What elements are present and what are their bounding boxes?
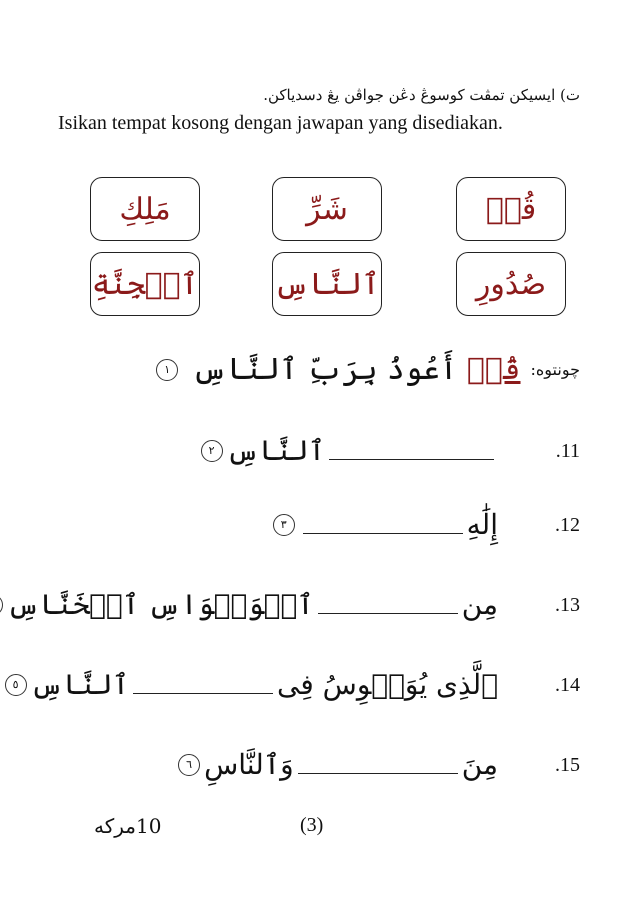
ayah-mark [0, 594, 3, 616]
question-number: .14 [555, 674, 580, 696]
word-box: ٱلنَّاسِ [272, 252, 382, 316]
question-number: .15 [555, 754, 580, 776]
verse-before: إِلَٰهِ [466, 508, 498, 541]
verse-after: ٱلنَّاسِ [30, 668, 130, 701]
question-line [269, 508, 498, 541]
word-box: مَلِكِ [90, 177, 200, 241]
question-number: .11 [555, 440, 580, 462]
example-label: چونتوه: [530, 360, 580, 379]
verse-before: مِن [461, 588, 498, 621]
blank[interactable] [318, 595, 458, 614]
blank[interactable] [298, 755, 458, 774]
jawi-instruction: ت) ايسيكن تمڤت كوسوڠ دڠن جواڤن يڠ دسدياكن. [263, 86, 580, 104]
example-row [152, 352, 580, 387]
verse-after: ٱلنَّاسِ [226, 434, 325, 467]
ayah-mark: ٢ [201, 440, 223, 462]
word-box: ٱلۡجِنَّةِ [90, 252, 200, 316]
ayah-mark: ١ [156, 359, 178, 381]
verse-before: ٱلَّذِى يُوَسۡوِسُ فِى [277, 668, 498, 701]
question-line [197, 434, 498, 467]
question-line [174, 748, 498, 781]
question-number: .13 [555, 594, 580, 616]
word-box: شَرِّ [272, 177, 382, 241]
rumi-instruction: Isikan tempat kosong dengan jawapan yang disediakan. [58, 112, 503, 134]
page-number: (3) [300, 814, 324, 836]
ayah-mark: ٦ [178, 754, 200, 776]
example-verse [192, 352, 520, 387]
question-line [0, 588, 498, 621]
verse-before: مِنَ [461, 748, 498, 781]
question-number: .12 [555, 514, 580, 536]
ayah-mark: ٥ [5, 674, 27, 696]
blank[interactable] [303, 515, 463, 534]
blank[interactable] [329, 441, 494, 460]
question-line [1, 668, 498, 701]
word-box: صُدُورِ [456, 252, 566, 316]
example-highlight: قُلۡ [466, 352, 521, 387]
example-rest: أَعُوذُ بِرَبِّ ٱلنَّاسِ [192, 352, 458, 387]
word-box: قُلۡ [456, 177, 566, 241]
verse-after: وَٱلنَّاسِ [204, 748, 294, 781]
verse-after: ٱلۡوَسۡوَاسِ ٱلۡخَنَّاسِ [7, 588, 314, 621]
blank[interactable] [133, 675, 273, 694]
ayah-mark: ٣ [273, 514, 295, 536]
marks-label: 10مركه [94, 814, 162, 838]
